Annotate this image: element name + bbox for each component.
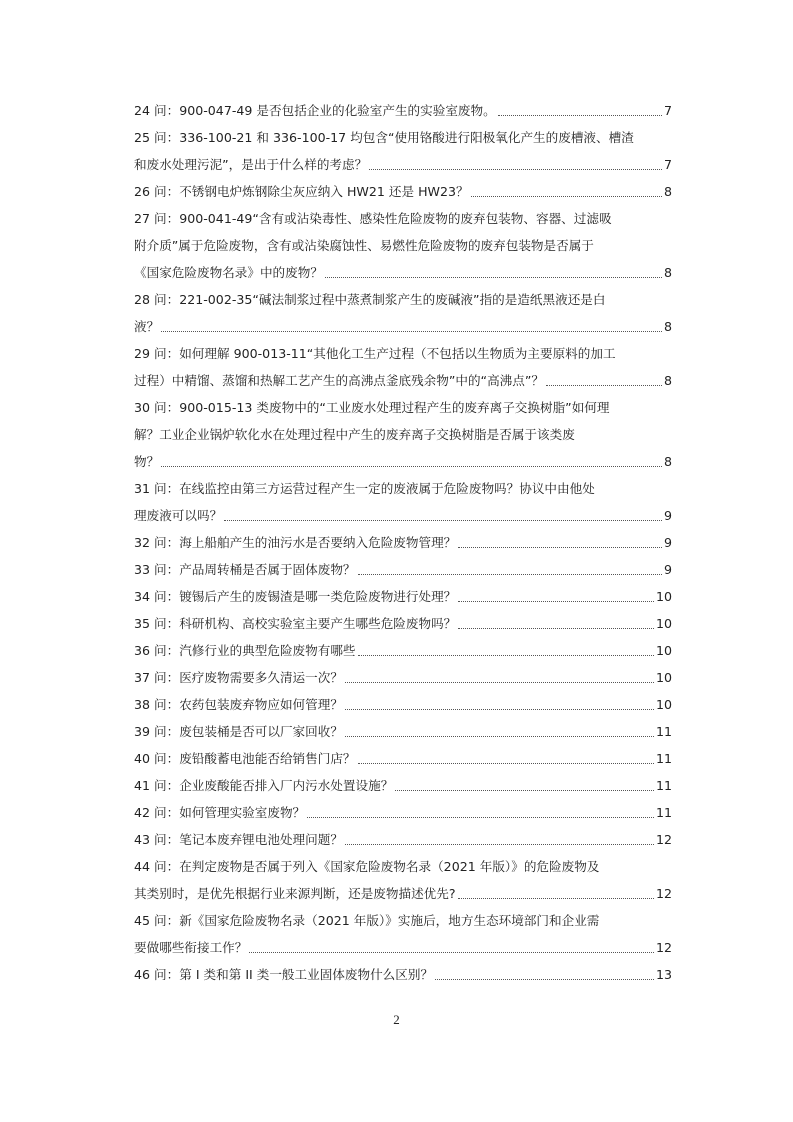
toc-page-number: 12	[655, 940, 672, 955]
toc-entry-last-line	[134, 529, 672, 556]
toc-page-number: 11	[655, 724, 672, 739]
toc-entry-last-line	[134, 367, 672, 394]
toc-leader-dots	[345, 709, 654, 710]
toc-page-number: 7	[663, 103, 672, 118]
toc-entry-text: 31 问：在线监控由第三方运营过程产生一定的废液属于危险废物吗？协议中由他处	[134, 481, 595, 496]
toc-entry-last-line	[134, 880, 672, 907]
toc-page-number: 8	[663, 265, 672, 280]
toc-entry-text: 32 问：海上船舶产生的油污水是否要纳入危险废物管理？	[134, 535, 457, 550]
toc-page-number: 13	[655, 967, 672, 982]
toc-entry-last-line	[134, 583, 672, 610]
toc-entry-text: 38 问：农药包装废弃物应如何管理？	[134, 697, 343, 712]
toc-entry-text: 物？	[134, 454, 160, 469]
toc-entry-last-line	[134, 151, 672, 178]
toc-page-number: 11	[655, 805, 672, 820]
toc-leader-dots	[546, 385, 662, 386]
toc-entry-text: 26 问：不锈钢电炉炼钢除尘灰应纳入 HW21 还是 HW23？	[134, 184, 469, 199]
toc-leader-dots	[471, 196, 662, 197]
toc-page-number: 8	[663, 373, 672, 388]
toc-entry[interactable]	[134, 745, 672, 772]
toc-leader-dots	[458, 898, 654, 899]
toc-leader-dots	[395, 790, 654, 791]
toc-page-number: 9	[663, 508, 672, 523]
toc-leader-dots	[307, 817, 654, 818]
toc-entry-text: 过程）中精馏、蒸馏和热解工艺产生的高沸点釜底残余物”中的“高沸点”？	[134, 373, 544, 388]
toc-page-number: 8	[663, 319, 672, 334]
toc-entry[interactable]	[134, 961, 672, 988]
toc-leader-dots	[161, 466, 662, 467]
toc-entry[interactable]	[134, 610, 672, 637]
toc-page-number: 9	[663, 562, 672, 577]
toc-entry-text: 33 问：产品周转桶是否属于固体废物？	[134, 562, 356, 577]
toc-entry-text: 理废液可以吗？	[134, 508, 223, 523]
toc-entry-text: 45 问：新《国家危险废物名录（2021 年版）》实施后，地方生态环境部门和企业需	[134, 913, 600, 928]
toc-entry-text: 39 问：废包装桶是否可以厂家回收？	[134, 724, 343, 739]
toc-entry-text: 34 问：镀锡后产生的废锡渣是哪一类危险废物进行处理？	[134, 589, 457, 604]
toc-leader-dots	[358, 655, 654, 656]
toc-entry-last-line	[134, 610, 672, 637]
toc-leader-dots	[458, 628, 654, 629]
toc-leader-dots	[458, 601, 654, 602]
toc-entry-last-line	[134, 718, 672, 745]
toc-leader-dots	[498, 115, 662, 116]
toc-entry[interactable]	[134, 691, 672, 718]
toc-leader-dots	[358, 574, 662, 575]
toc-entry-text: 《国家危险废物名录》中的废物？	[134, 265, 323, 280]
toc-entry-text: 要做哪些衔接工作？	[134, 940, 248, 955]
toc-entry-text: 24 问：900-047-49 是否包括企业的化验室产生的实验室废物。	[134, 103, 496, 118]
toc-leader-dots	[435, 979, 654, 980]
toc-entry-last-line	[134, 556, 672, 583]
toc-entry-text: 其类别时，是优先根据行业来源判断，还是废物描述优先?	[134, 886, 456, 901]
toc-entry-text: 43 问：笔记本废弃锂电池处理问题？	[134, 832, 343, 847]
toc-entry-last-line	[134, 799, 672, 826]
toc-page-number: 10	[655, 697, 672, 712]
toc-entry-text: 29 问：如何理解 900-013-11“其他化工生产过程（不包括以生物质为主要原料的加工	[134, 346, 616, 361]
toc-entry-text: 和废水处理污泥”，是出于什么样的考虑？	[134, 157, 368, 172]
toc-entry-text: 27 问：900-041-49“含有或沾染毒性、感染性危险废物的废弃包装物、容器、过滤吸	[134, 211, 612, 226]
toc-page-number: 10	[655, 589, 672, 604]
page-number: 2	[393, 1012, 400, 1027]
toc-leader-dots	[249, 952, 654, 953]
toc-entry-text: 46 问：第 I 类和第 II 类一般工业固体废物什么区别？	[134, 967, 434, 982]
toc-entry-last-line	[134, 934, 672, 961]
toc-entry-last-line	[134, 745, 672, 772]
toc-entry[interactable]	[134, 178, 672, 205]
toc-leader-dots	[458, 547, 662, 548]
toc-entry[interactable]	[134, 529, 672, 556]
toc-entry-text: 附介质”属于危险废物，含有或沾染腐蚀性、易燃性危险废物的废弃包装物是否属于	[134, 238, 594, 253]
toc-leader-dots	[345, 736, 654, 737]
toc-entry-last-line	[134, 502, 672, 529]
toc-entry-text: 液？	[134, 319, 160, 334]
toc-entry-text: 36 问：汽修行业的典型危险废物有哪些	[134, 643, 356, 658]
toc-page-number: 8	[663, 454, 672, 469]
toc-entry-text: 28 问：221-002-35“碱法制浆过程中蒸煮制浆产生的废碱液”指的是造纸黑液还是白	[134, 292, 606, 307]
toc-page-number: 10	[655, 670, 672, 685]
toc-entry[interactable]	[134, 799, 672, 826]
toc-entry-last-line	[134, 448, 672, 475]
toc-entry[interactable]	[134, 907, 672, 961]
toc-leader-dots	[345, 844, 654, 845]
table-of-contents	[134, 97, 672, 988]
toc-page-number: 8	[663, 184, 672, 199]
toc-entry[interactable]	[134, 286, 672, 340]
toc-entry-last-line	[134, 772, 672, 799]
toc-entry[interactable]	[134, 826, 672, 853]
toc-entry-text: 25 问：336-100-21 和 336-100-17 均包含“使用铬酸进行阳极氧化产生的废槽液、槽渣	[134, 130, 634, 145]
toc-page-number: 10	[655, 643, 672, 658]
toc-entry-text: 35 问：科研机构、高校实验室主要产生哪些危险废物吗？	[134, 616, 457, 631]
toc-entry[interactable]	[134, 583, 672, 610]
toc-leader-dots	[369, 169, 662, 170]
toc-entry[interactable]	[134, 97, 672, 124]
toc-entry-text: 41 问：企业废酸能否排入厂内污水处置设施？	[134, 778, 394, 793]
toc-entry-text: 42 问：如何管理实验室废物？	[134, 805, 306, 820]
toc-entry-last-line	[134, 826, 672, 853]
toc-entry-last-line	[134, 664, 672, 691]
toc-page-number: 11	[655, 778, 672, 793]
toc-entry-text: 30 问：900-015-13 类废物中的“工业废水处理过程产生的废弃离子交换树脂”如何理	[134, 400, 610, 415]
toc-entry[interactable]	[134, 718, 672, 745]
toc-page-number: 9	[663, 535, 672, 550]
toc-entry-last-line	[134, 961, 672, 988]
toc-page-number: 12	[655, 832, 672, 847]
toc-entry[interactable]	[134, 637, 672, 664]
toc-entry[interactable]	[134, 394, 672, 475]
toc-entry-text: 解？工业企业锅炉软化水在处理过程中产生的废弃离子交换树脂是否属于该类废	[134, 427, 575, 442]
toc-entry-last-line	[134, 637, 672, 664]
toc-entry[interactable]	[134, 205, 672, 286]
toc-entry-last-line	[134, 97, 672, 124]
toc-leader-dots	[161, 331, 662, 332]
toc-entry[interactable]	[134, 124, 672, 178]
toc-entry-text: 44 问：在判定废物是否属于列入《国家危险废物名录（2021 年版）》的危险废物及	[134, 859, 600, 874]
toc-entry[interactable]	[134, 664, 672, 691]
toc-page-number: 7	[663, 157, 672, 172]
toc-page-number: 10	[655, 616, 672, 631]
toc-leader-dots	[345, 682, 654, 683]
toc-entry-text: 40 问：废铅酸蓄电池能否给销售门店？	[134, 751, 356, 766]
toc-leader-dots	[325, 277, 662, 278]
toc-entry-last-line	[134, 178, 672, 205]
toc-entry-last-line	[134, 691, 672, 718]
toc-entry-text: 37 问：医疗废物需要多久清运一次？	[134, 670, 343, 685]
toc-entry-last-line	[134, 313, 672, 340]
toc-entry-last-line	[134, 259, 672, 286]
toc-entry[interactable]	[134, 340, 672, 394]
toc-page-number: 12	[655, 886, 672, 901]
toc-leader-dots	[224, 520, 662, 521]
toc-entry[interactable]	[134, 772, 672, 799]
toc-leader-dots	[358, 763, 654, 764]
toc-entry[interactable]	[134, 853, 672, 907]
toc-page-number: 11	[655, 751, 672, 766]
toc-entry[interactable]	[134, 475, 672, 529]
toc-entry[interactable]	[134, 556, 672, 583]
